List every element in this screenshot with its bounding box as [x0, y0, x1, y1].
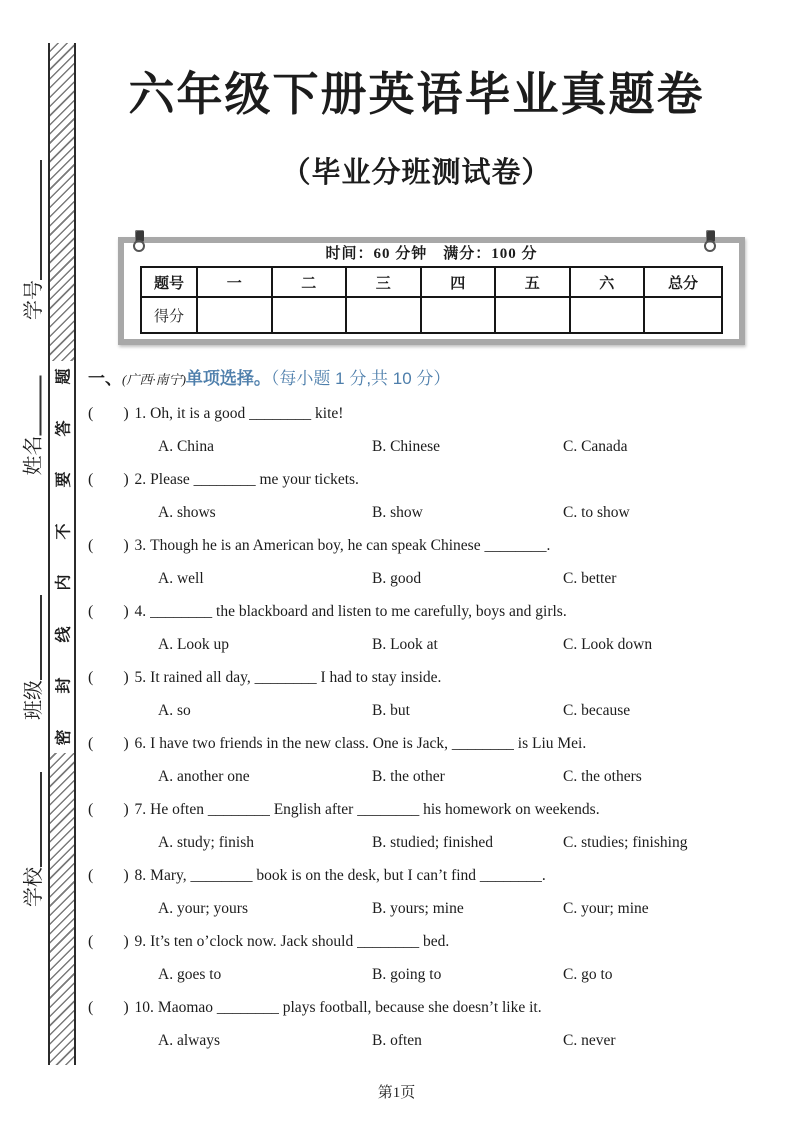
option-b: B. often [372, 1032, 422, 1049]
score-cell [570, 297, 645, 333]
section-number: 一、 [88, 369, 122, 388]
seal-char: 线 [55, 626, 73, 643]
answer-bracket-open: ( [88, 537, 94, 554]
option-a: A. shows [158, 504, 216, 521]
header-cell: 一 [197, 267, 272, 297]
question-stem: It’s ten o’clock now. Jack should ________ bed. [150, 933, 450, 950]
header-cell: 二 [272, 267, 347, 297]
question-stem: Maomao ________ plays football, because she doesn’t like it. [157, 999, 542, 1016]
option-b: B. the other [372, 768, 445, 785]
score-table-header-row [141, 267, 722, 297]
question-number: 3. [134, 537, 147, 554]
score-table-value-row [141, 297, 722, 333]
header-cell: 总分 [644, 267, 722, 297]
question-number: 6. [134, 735, 147, 752]
score-board [118, 237, 745, 345]
question-stem: ________ the blackboard and listen to me carefully, boys and girls. [150, 603, 567, 620]
score-cell [346, 297, 421, 333]
question-number: 8. [134, 867, 147, 884]
seal-line-strip [48, 43, 76, 1065]
question-number: 1. [134, 405, 147, 422]
answer-bracket-close: ) [123, 933, 129, 950]
option-b: B. Look at [372, 636, 438, 653]
seal-phrase [50, 361, 74, 753]
answer-bracket-open: ( [88, 801, 94, 818]
question-5 [88, 661, 768, 727]
answer-bracket-close: ) [123, 867, 129, 884]
page-title: 六年级下册英语毕业真题卷 [128, 69, 705, 120]
header-cell: 三 [346, 267, 421, 297]
score-row-label: 得分 [141, 297, 197, 333]
class-text: 班级 [23, 680, 45, 720]
question-number: 4. [134, 603, 147, 620]
option-c: C. the others [563, 768, 642, 785]
header-cell: 六 [570, 267, 645, 297]
option-a: A. goes to [158, 966, 222, 983]
option-a: A. China [158, 438, 214, 455]
student-id-blank-line [26, 160, 42, 280]
question-stem: Mary, ________ book is on the desk, but I can’t find ________. [150, 867, 546, 884]
school-text: 学校 [23, 867, 45, 907]
option-c: C. your; mine [563, 900, 649, 917]
question-number: 5. [134, 669, 147, 686]
score-cell [272, 297, 347, 333]
option-a: A. another one [158, 768, 250, 785]
question-stem: Oh, it is a good ________ kite! [150, 405, 344, 422]
section-points-note: （每小题 1 分,共 10 分） [270, 369, 451, 388]
option-a: A. Look up [158, 636, 230, 653]
answer-bracket-close: ) [123, 669, 129, 686]
seal-char: 内 [55, 574, 73, 591]
score-table [140, 266, 723, 334]
option-a: A. well [158, 570, 204, 587]
answer-bracket-open: ( [88, 471, 94, 488]
option-c: C. better [563, 570, 617, 587]
class-blank-line [26, 595, 42, 680]
answer-bracket-open: ( [88, 999, 94, 1016]
question-number: 7. [134, 801, 147, 818]
class-label [22, 590, 46, 720]
question-3 [88, 529, 768, 595]
answer-bracket-open: ( [88, 669, 94, 686]
student-id-text: 学号 [23, 280, 45, 320]
score-cell [421, 297, 496, 333]
header-cell: 四 [421, 267, 496, 297]
option-b: B. studied; finished [372, 834, 493, 851]
seal-char: 不 [55, 523, 73, 540]
time-fullscore-meta: 时间：60 分钟 满分：100 分 [325, 246, 538, 262]
seal-char: 封 [55, 677, 73, 694]
section-heading [88, 364, 450, 389]
answer-bracket-open: ( [88, 405, 94, 422]
option-c: C. never [563, 1032, 616, 1049]
question-stem: He often ________ English after ________ his homework on weekends. [150, 801, 600, 818]
answer-bracket-open: ( [88, 933, 94, 950]
seal-char: 要 [55, 471, 73, 488]
option-b: B. yours; mine [372, 900, 464, 917]
question-number: 9. [134, 933, 147, 950]
question-number: 10. [134, 999, 154, 1016]
answer-bracket-open: ( [88, 867, 94, 884]
question-10 [88, 991, 768, 1057]
option-c: C. to show [563, 504, 630, 521]
answer-bracket-open: ( [88, 603, 94, 620]
question-7 [88, 793, 768, 859]
score-cell [495, 297, 570, 333]
question-6 [88, 727, 768, 793]
school-label [22, 757, 46, 907]
option-b: B. good [372, 570, 422, 587]
option-b: B. show [372, 504, 423, 521]
option-c: C. studies; finishing [563, 834, 688, 851]
section-source: (广西·南宁) [122, 372, 186, 387]
pin-icon [703, 230, 717, 254]
answer-bracket-close: ) [123, 471, 129, 488]
answer-bracket-close: ) [123, 999, 129, 1016]
name-blank-line [26, 376, 42, 436]
answer-bracket-close: ) [123, 801, 129, 818]
question-stem: Please ________ me your tickets. [150, 471, 359, 488]
question-stem: I have two friends in the new class. One is Jack, ________ is Liu Mei. [150, 735, 587, 752]
question-9 [88, 925, 768, 991]
question-2 [88, 463, 768, 529]
answer-bracket-open: ( [88, 735, 94, 752]
question-stem: Though he is an American boy, he can speak Chinese ________. [150, 537, 551, 554]
name-label [22, 361, 46, 476]
option-c: C. Canada [563, 438, 628, 455]
pin-icon [132, 230, 146, 254]
option-a: A. so [158, 702, 191, 719]
question-number: 2. [134, 471, 147, 488]
name-text: 姓名 [22, 435, 45, 476]
option-a: A. study; finish [158, 834, 255, 851]
question-4 [88, 595, 768, 661]
answer-bracket-close: ) [123, 603, 129, 620]
option-b: B. going to [372, 966, 442, 983]
seal-char: 题 [55, 368, 73, 385]
question-list [88, 397, 768, 1057]
section-title: 单项选择。 [185, 369, 271, 388]
seal-char: 答 [55, 420, 73, 437]
option-c: C. Look down [563, 636, 653, 653]
page-subtitle: （毕业分班测试卷） [281, 157, 552, 189]
header-cell: 题号 [141, 267, 197, 297]
seal-char: 密 [55, 729, 73, 746]
question-stem: It rained all day, ________ I had to stay inside. [150, 669, 442, 686]
answer-bracket-close: ) [123, 537, 129, 554]
page-number: 第1页 [377, 1085, 416, 1101]
score-cell [197, 297, 272, 333]
option-c: C. go to [563, 966, 613, 983]
answer-bracket-close: ) [123, 735, 129, 752]
header-cell: 五 [495, 267, 570, 297]
option-a: A. always [158, 1032, 220, 1049]
option-a: A. your; yours [158, 900, 248, 917]
school-blank-line [26, 772, 42, 867]
option-b: B. Chinese [372, 438, 441, 455]
option-c: C. because [563, 702, 631, 719]
question-8 [88, 859, 768, 925]
question-1 [88, 397, 768, 463]
student-id-label [22, 140, 46, 320]
answer-bracket-close: ) [123, 405, 129, 422]
score-cell [644, 297, 722, 333]
option-b: B. but [372, 702, 410, 719]
